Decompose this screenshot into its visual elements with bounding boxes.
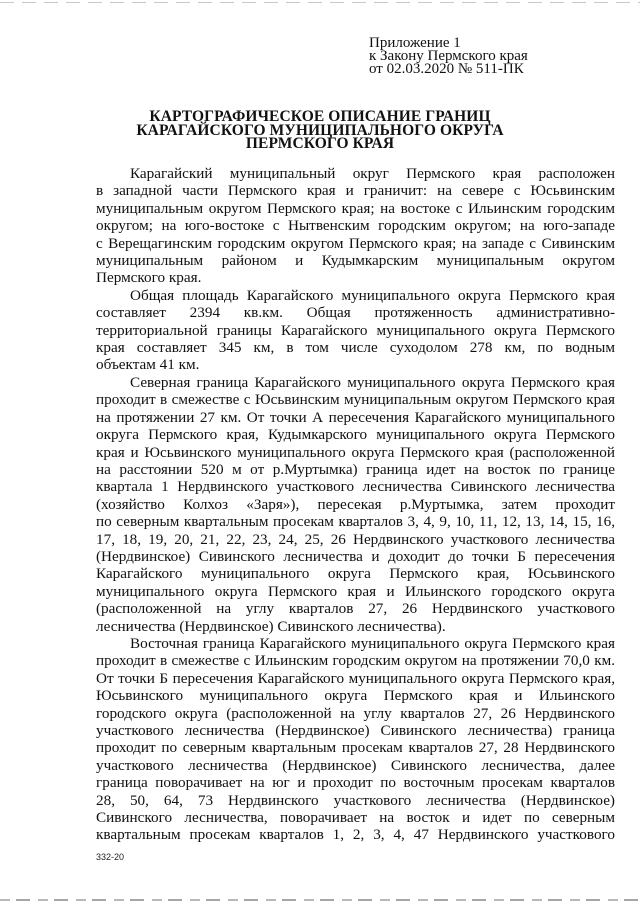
text-line: с Верещагинским городским округом Пермского края; на западе с Сивинским [96, 234, 615, 252]
paragraph [96, 287, 615, 374]
text-line: От точки Б пересечения Карагайского муниципального округа Пермского края, [96, 669, 615, 687]
paragraph [96, 635, 615, 844]
text-line: Восточная граница Карагайского муниципального округа Пермского края [130, 634, 615, 652]
text-line: участкового лесничества (Нердвинское) Сивинского лесничества) граница [96, 722, 615, 739]
text-line: граница поворачивает на юг и проходит по восточным просекам кварталов [96, 774, 615, 792]
text-line: 17, 18, 19, 20, 21, 22, 23, 24, 25, 26 Нердвинского участкового лесничества [96, 530, 615, 548]
text-line: (расположенной на углу кварталов 27, 26 Нердвинского участкового [96, 600, 615, 618]
text-line: края и Юсьвинского муниципального округа Пермского края (расположенной [96, 443, 615, 461]
paragraph [96, 374, 615, 635]
text-line: (Нердвинское) Сивинского лесничества и доходит до точки Б пересечения [96, 547, 615, 565]
text-line: участкового лесничества (Нердвинское) Сивинского лесничества, далее [96, 756, 615, 774]
text-line: по северным квартальным просекам кварталов 3, 4, 9, 10, 11, 12, 13, 14, 15, 16, [96, 513, 615, 531]
appendix-line: от 02.03.2020 № 511-ПК [369, 61, 524, 77]
paragraph [96, 165, 615, 287]
text-line: Карагайского муниципального округа Пермского края, Юсьвинского [96, 565, 615, 583]
text-line: края составляет 345 км, в том числе суходолом 278 км, по водным [96, 339, 615, 357]
text-line: лесничества (Нердвинское) Сивинского лесничества). [96, 617, 446, 635]
text-line: проходит в смежестве с Ильинским городским округом на протяжении 70,0 км. [96, 652, 615, 670]
text-line: округом; на юго-востоке с Нытвенским городским округом; на юго-западе [96, 217, 615, 235]
text-line: округа Пермского края, Кудымкарского муниципального округа Пермского [96, 426, 615, 444]
text-line: квартала 1 Нердвинского участкового лесничества Сивинского лесничества [96, 478, 615, 496]
text-line: территориальной границы Карагайского муниципального округа Пермского [96, 321, 615, 339]
text-line: составляет 2394 кв.км. Общая протяженность административно- [96, 304, 615, 322]
text-line: Карагайский муниципальный округ Пермского края расположен [130, 165, 615, 182]
text-line: на расстоянии 520 м от р.Муртымка) граница идет на восток по границе [96, 460, 615, 478]
title-line: КАРАГАЙСКОГО МУНИЦИПАЛЬНОГО ОКРУГА [136, 121, 504, 139]
text-line: на протяжении 27 км. От точки А пересечения Карагайского муниципального [96, 408, 615, 426]
text-line: муниципальным районом и Кудымкарским муниципальным округом [96, 252, 615, 270]
appendix-line: к Закону Пермского края [369, 48, 528, 64]
text-line: объектам 41 км. [96, 356, 200, 374]
text-line: (хозяйство Колхоз «Заря»), пересекая р.Муртымка, затем проходит [96, 495, 615, 513]
text-line: Северная граница Карагайского муниципального округа Пермского края [130, 373, 615, 391]
text-line: проходит в смежестве с Юсьвинским муниципальным округом Пермского края [96, 391, 615, 409]
text-line: Сивинского лесничества, поворачивает на восток и идет по северным [96, 809, 615, 827]
scan-edge-bottom [0, 899, 640, 901]
text-line: муниципальным округом Пермского края; на востоке с Ильинским городским [96, 199, 615, 217]
text-line: муниципального округа Пермского края и Ильинского городского округа [96, 582, 615, 600]
text-line: городского округа (расположенной на углу кварталов 27, 26 Нердвинского [96, 704, 615, 722]
scan-edge-top [0, 2, 640, 3]
text-line: Пермского края. [96, 269, 202, 287]
document-title [40, 110, 600, 151]
title-line: КАРТОГРАФИЧЕСКОЕ ОПИСАНИЕ ГРАНИЦ [149, 108, 491, 125]
text-line: Юсьвинского муниципального округа Пермского края и Ильинского [96, 687, 615, 705]
text-line: квартальным просекам кварталов 1, 2, 3, 4, 47 Нердвинского участкового [96, 826, 615, 844]
text-line: в западной части Пермского края и граничит: на севере с Юсьвинским [96, 182, 615, 200]
text-line: проходит по северным квартальным просекам кварталов 27, 28 Нердвинского [96, 739, 615, 757]
appendix-line: Приложение 1 [369, 35, 461, 51]
text-line: 28, 50, 64, 73 Нердвинского участкового лесничества (Нердвинское) [96, 791, 615, 809]
document-body [96, 165, 615, 844]
text-line: Общая площадь Карагайского муниципального округа Пермского края [130, 286, 615, 304]
document-code: 332-20 [96, 852, 125, 862]
title-line: ПЕРМСКОГО КРАЯ [245, 135, 395, 152]
appendix-header [369, 37, 528, 76]
